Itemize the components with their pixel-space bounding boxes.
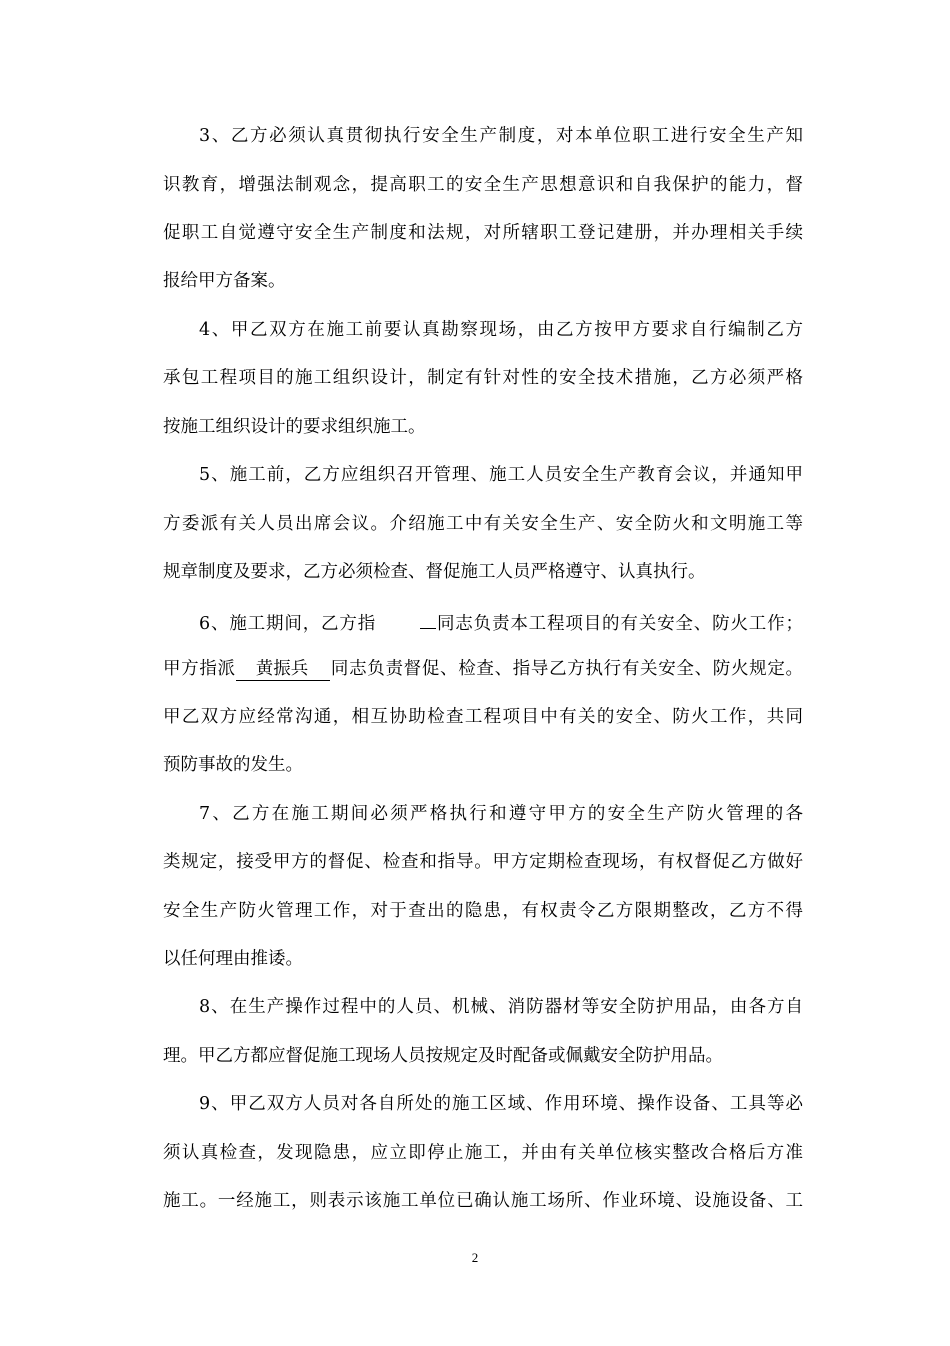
paragraph-3-line-4: 报给甲方备案。 <box>163 271 286 291</box>
paragraph-5-line-2: 方委派有关人员出席会议。介绍施工中有关安全生产、安全防火和文明施工等 <box>163 514 803 534</box>
paragraph-6-line-1 <box>199 608 803 636</box>
paragraph-6-line-1-prefix: 6、施工期间，乙方指 <box>199 614 377 634</box>
paragraph-3-line-2: 识教育，增强法制观念，提高职工的安全生产思想意识和自我保护的能力，督 <box>163 175 803 195</box>
paragraph-8-line-1: 8、在生产操作过程中的人员、机械、消防器材等安全防护用品，由各方自 <box>199 997 803 1017</box>
paragraph-6-line-1-suffix: 同志负责本工程项目的有关安全、防火工作； <box>436 614 803 634</box>
page-number: 2 <box>471 1250 479 1265</box>
paragraph-6-line-2 <box>163 657 803 681</box>
paragraph-6-line-2-suffix: 同志负责督促、检查、指导乙方执行有关安全、防火规定。 <box>330 659 803 679</box>
paragraph-3-line-3: 促职工自觉遵守安全生产制度和法规，对所辖职工登记建册，并办理相关手续 <box>163 223 803 243</box>
paragraph-7-line-3: 安全生产防火管理工作，对于查出的隐患，有权责令乙方限期整改，乙方不得 <box>163 901 803 921</box>
paragraph-9-line-1: 9、甲乙双方人员对各自所处的施工区域、作用环境、操作设备、工具等必 <box>199 1094 803 1114</box>
filled-field-party-a-safety-officer: 黄振兵 <box>236 658 331 681</box>
paragraph-6-line-4: 预防事故的发生。 <box>163 755 303 775</box>
paragraph-8-line-2: 理。甲乙方都应督促施工现场人员按规定及时配备或佩戴安全防护用品。 <box>163 1046 723 1066</box>
paragraph-9-line-2: 须认真检查，发现隐患，应立即停止施工，并由有关单位核实整改合格后方准 <box>163 1143 803 1163</box>
paragraph-6-line-2-prefix: 甲方指派 <box>163 659 236 679</box>
paragraph-4-line-1: 4、甲乙双方在施工前要认真勘察现场，由乙方按甲方要求自行编制乙方 <box>199 320 803 340</box>
paragraph-5-line-1: 5、施工前，乙方应组织召开管理、施工人员安全生产教育会议，并通知甲 <box>199 465 803 485</box>
blank-field-contractor-safety-officer <box>420 608 436 629</box>
paragraph-4-line-2: 承包工程项目的施工组织设计，制定有针对性的安全技术措施，乙方必须严格 <box>163 368 803 388</box>
paragraph-9-line-3: 施工。一经施工，则表示该施工单位已确认施工场所、作业环境、设施设备、工 <box>163 1191 803 1211</box>
paragraph-5-line-3: 规章制度及要求，乙方必须检查、督促施工人员严格遵守、认真执行。 <box>163 562 706 582</box>
paragraph-3-line-1: 3、乙方必须认真贯彻执行安全生产制度，对本单位职工进行安全生产知 <box>199 126 803 146</box>
paragraph-6-line-3: 甲乙双方应经常沟通，相互协助检查工程项目中有关的安全、防火工作，共同 <box>163 707 803 727</box>
paragraph-7-line-1: 7、乙方在施工期间必须严格执行和遵守甲方的安全生产防火管理的各 <box>199 804 803 824</box>
paragraph-7-line-2: 类规定，接受甲方的督促、检查和指导。甲方定期检查现场，有权督促乙方做好 <box>163 852 803 872</box>
paragraph-7-line-4: 以任何理由推诿。 <box>163 949 303 969</box>
paragraph-4-line-3: 按施工组织设计的要求组织施工。 <box>163 417 426 437</box>
